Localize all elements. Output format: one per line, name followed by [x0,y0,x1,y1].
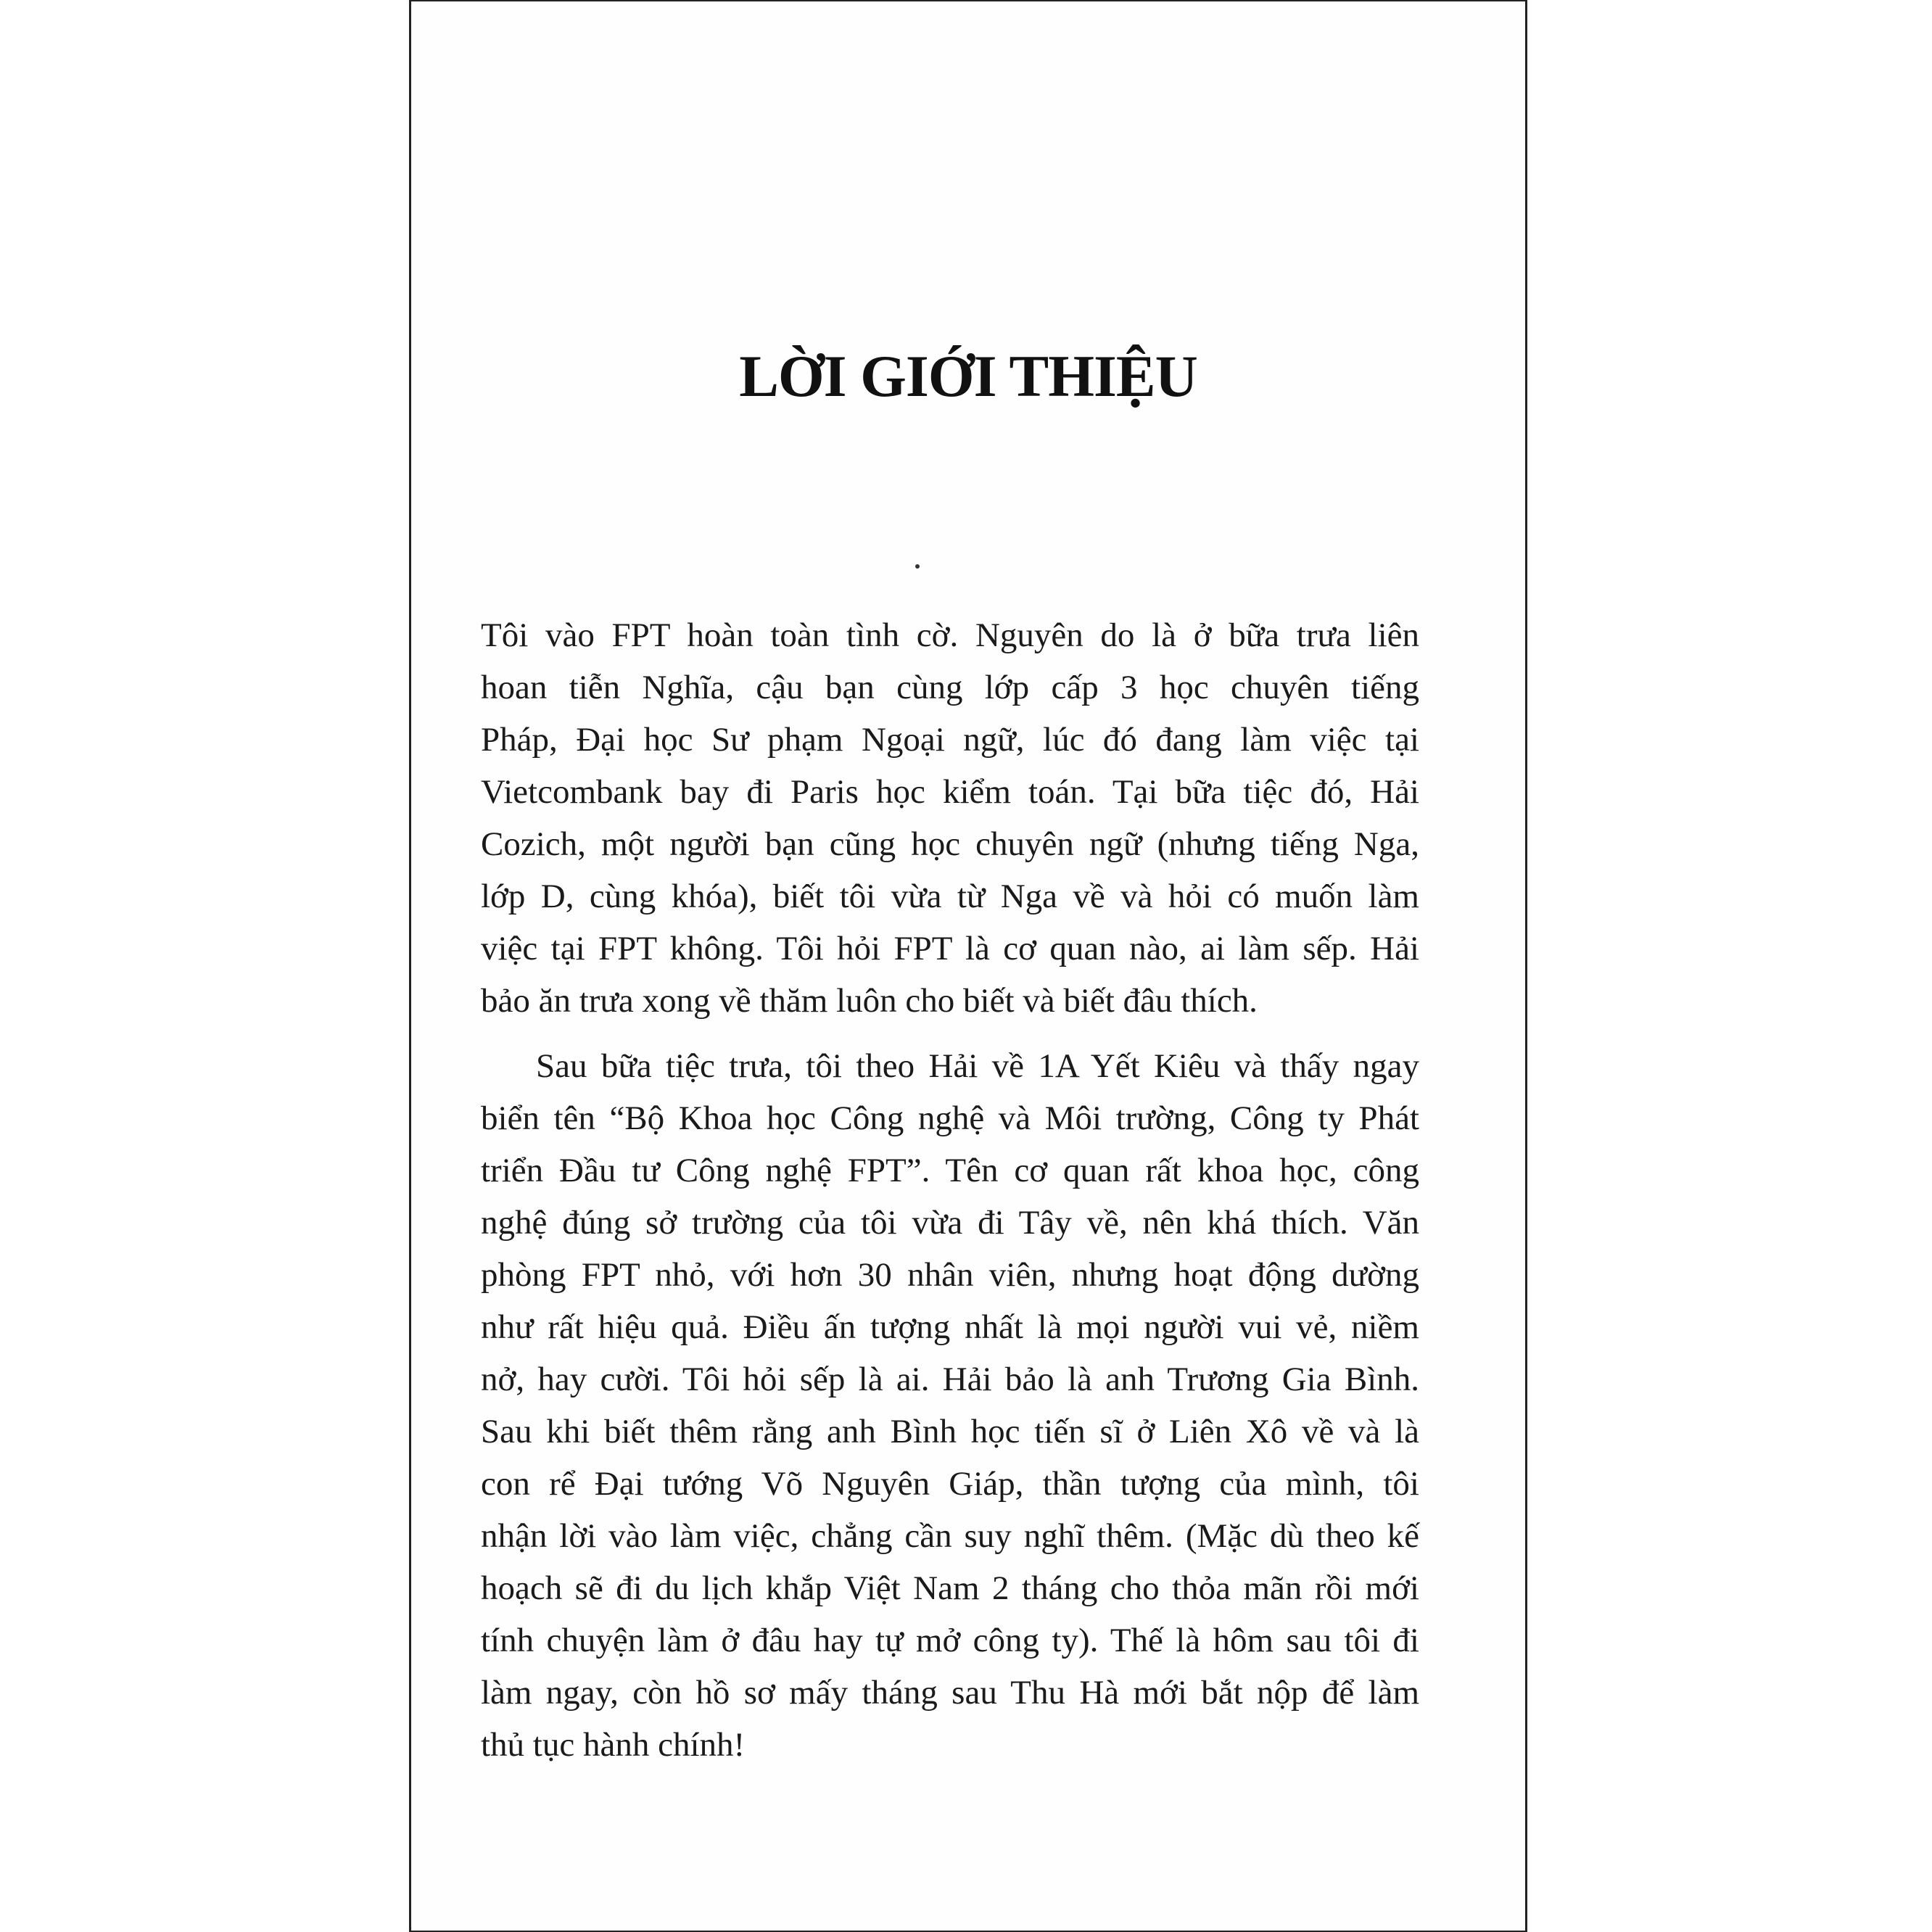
text-line: biển tên “Bộ Khoa học Công nghệ và Môi trường, Công ty Phát [481,1099,1419,1137]
text-line: bảo ăn trưa xong về thăm luôn cho biết và biết đâu thích. [481,982,1258,1020]
ornament-dot [915,564,920,569]
text-line: Cozich, một người bạn cũng học chuyên ngữ (nhưng tiếng Nga, [481,825,1419,863]
text-line: Pháp, Đại học Sư phạm Ngoại ngữ, lúc đó đang làm việc tại [481,721,1419,759]
text-line: Tôi vào FPT hoàn toàn tình cờ. Nguyên do là ở bữa trưa liên [481,616,1419,654]
text-line: làm ngay, còn hồ sơ mấy tháng sau Thu Hà mới bắt nộp để làm [481,1674,1419,1712]
text-line: Sau khi biết thêm rằng anh Bình học tiến sĩ ở Liên Xô về và là [481,1413,1419,1450]
text-line: con rể Đại tướng Võ Nguyên Giáp, thần tượng của mình, tôi [481,1465,1419,1503]
text-line: tính chuyện làm ở đâu hay tự mở công ty). Thế là hôm sau tôi đi [481,1622,1419,1659]
text-line: thủ tục hành chính! [481,1726,746,1764]
paragraph [481,609,1419,1027]
paragraph [481,1040,1419,1771]
text-line: lớp D, cùng khóa), biết tôi vừa từ Nga về và hỏi có muốn làm [481,878,1419,915]
text-line: triển Đầu tư Công nghệ FPT”. Tên cơ quan rất khoa học, công [481,1152,1419,1189]
text-line: việc tại FPT không. Tôi hỏi FPT là cơ quan nào, ai làm sếp. Hải [481,930,1419,967]
text-line: hoan tiễn Nghĩa, cậu bạn cùng lớp cấp 3 học chuyên tiếng [481,669,1419,706]
text-line: phòng FPT nhỏ, với hơn 30 nhân viên, nhưng hoạt động dường [481,1256,1419,1294]
text-line: nở, hay cười. Tôi hỏi sếp là ai. Hải bảo là anh Trương Gia Bình. [481,1361,1419,1398]
text-line: nhận lời vào làm việc, chẳng cần suy nghĩ thêm. (Mặc dù theo kế [481,1517,1419,1555]
body-text [481,609,1419,1784]
text-line: nghệ đúng sở trường của tôi vừa đi Tây về, nên khá thích. Văn [481,1204,1419,1242]
chapter-title: LỜI GIỚI THIỆU [739,343,1197,409]
text-line: hoạch sẽ đi du lịch khắp Việt Nam 2 tháng cho thỏa mãn rồi mới [481,1569,1419,1607]
text-line: như rất hiệu quả. Điều ấn tượng nhất là mọi người vui vẻ, niềm [481,1308,1419,1346]
text-line: Vietcombank bay đi Paris học kiểm toán. Tại bữa tiệc đó, Hải [481,773,1419,811]
text-line: Sau bữa tiệc trưa, tôi theo Hải về 1A Yết Kiêu và thấy ngay [536,1047,1419,1085]
